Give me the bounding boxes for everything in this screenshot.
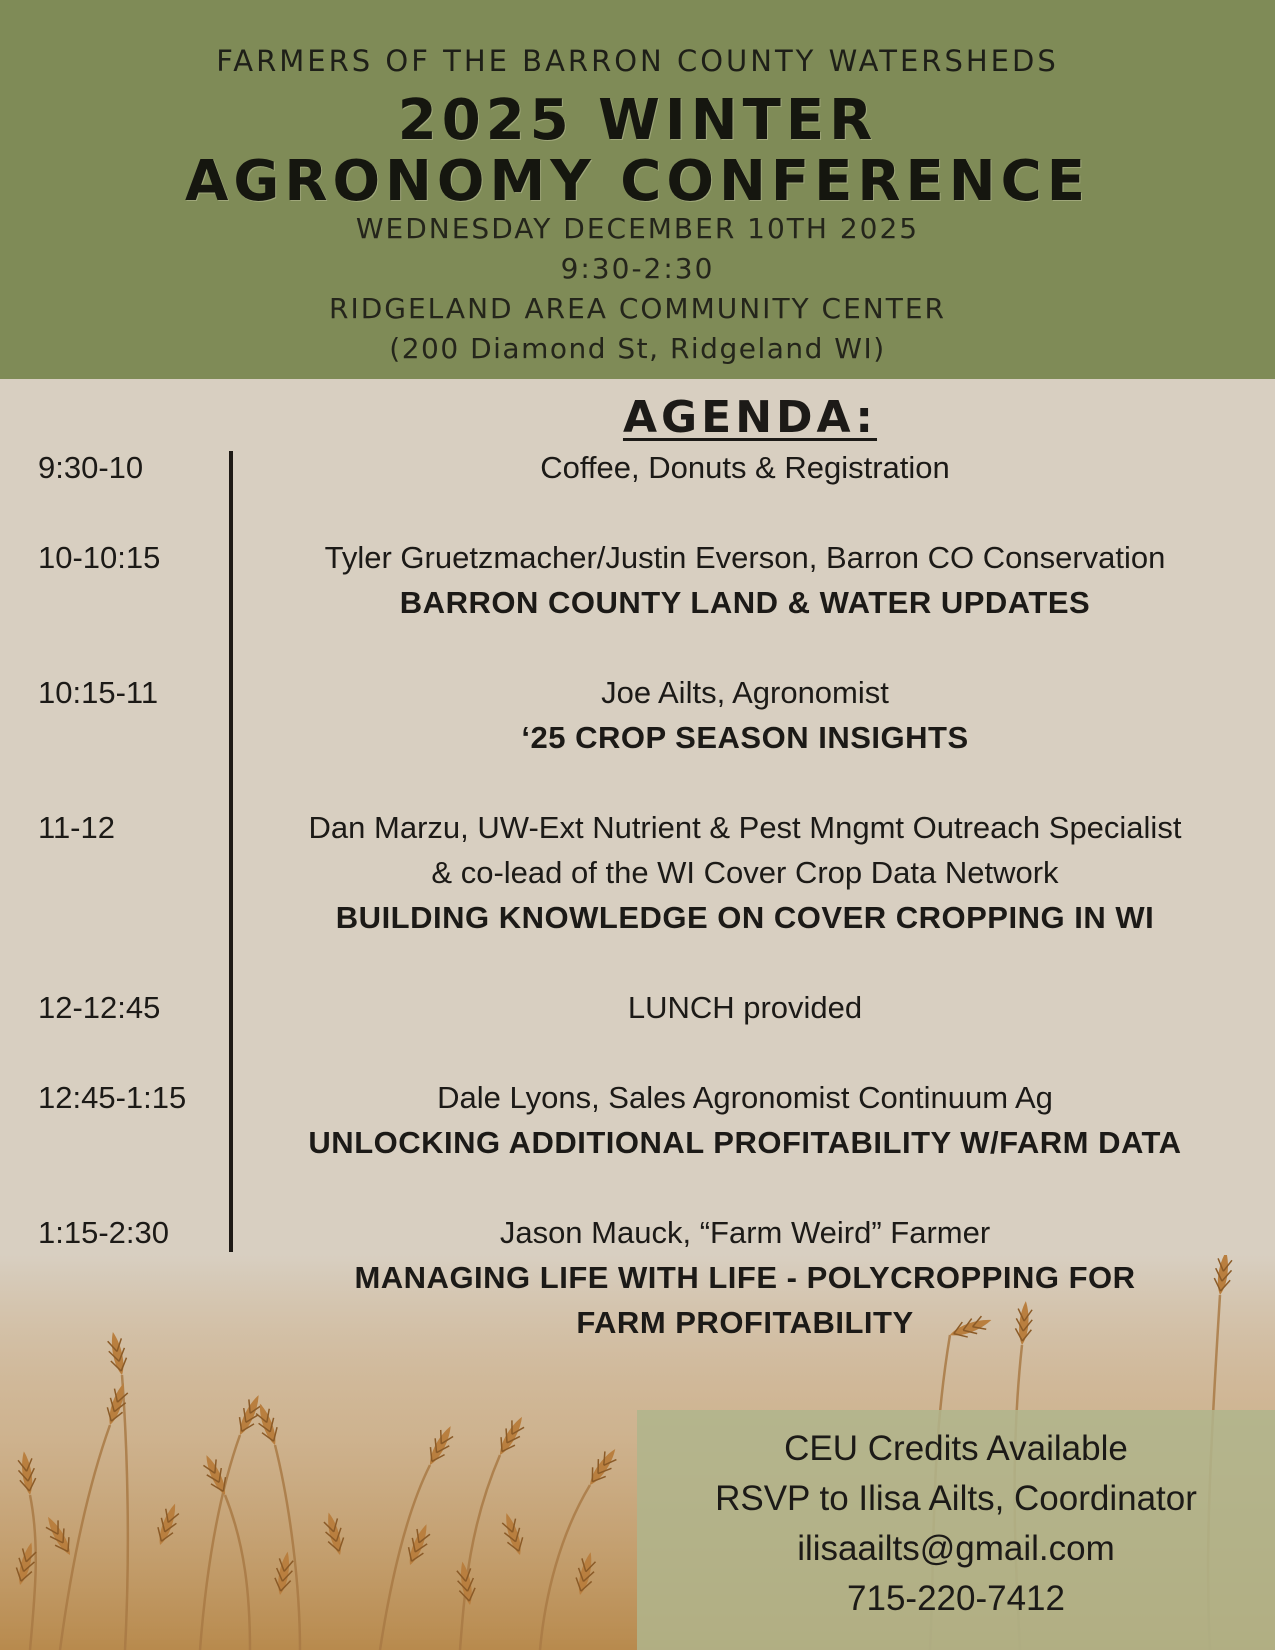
- agenda-time: 10:15-11: [38, 675, 159, 710]
- contact-box: [637, 1410, 1275, 1650]
- conference-title-line1: 2025 WINTER: [397, 88, 878, 153]
- agenda-speaker: Dan Marzu, UW-Ext Nutrient & Pest Mngmt Outreach Specialist: [308, 810, 1182, 845]
- agenda-speaker: Dale Lyons, Sales Agronomist Continuum Ag: [437, 1080, 1053, 1115]
- event-address: (200 Diamond St, Ridgeland WI): [389, 332, 886, 365]
- agenda-item: [245, 985, 1245, 1030]
- agenda-topic: BUILDING KNOWLEDGE ON COVER CROPPING IN WI: [335, 900, 1155, 935]
- agenda-speaker: LUNCH provided: [627, 990, 863, 1025]
- header-banner: [0, 0, 1275, 379]
- agenda-time: 12-12:45: [38, 990, 161, 1025]
- agenda-time: 9:30-10: [38, 450, 144, 485]
- timeline-divider: [229, 451, 233, 1252]
- agenda-item: [245, 1210, 1245, 1345]
- agenda-speaker: Coffee, Donuts & Registration: [540, 450, 950, 485]
- agenda-time: 12:45-1:15: [38, 1080, 187, 1115]
- agenda-speaker: Tyler Gruetzmacher/Justin Everson, Barron CO Conservation: [324, 540, 1166, 575]
- agenda-topic: ‘25 CROP SEASON INSIGHTS: [521, 720, 969, 755]
- ceu-credits-note: CEU Credits Available: [784, 1429, 1128, 1468]
- event-time: 9:30-2:30: [560, 252, 715, 285]
- agenda-speaker: Joe Ailts, Agronomist: [601, 675, 889, 710]
- contact-email[interactable]: ilisaailts@gmail.com: [797, 1529, 1115, 1568]
- organization-name: FARMERS OF THE BARRON COUNTY WATERSHEDS: [216, 44, 1059, 78]
- agenda-item: [245, 805, 1245, 940]
- agenda-topic: MANAGING LIFE WITH LIFE - POLYCROPPING FOR FARM PROFITABILITY: [354, 1260, 1136, 1340]
- agenda-item: [245, 535, 1245, 625]
- rsvp-coordinator: RSVP to Ilisa Ailts, Coordinator: [715, 1479, 1197, 1518]
- agenda-item: [245, 670, 1245, 760]
- agenda-item: [245, 445, 1245, 490]
- agenda-topic: UNLOCKING ADDITIONAL PROFITABILITY W/FARM DATA: [308, 1125, 1182, 1160]
- agenda-topic: BARRON COUNTY LAND & WATER UPDATES: [399, 585, 1091, 620]
- agenda-time: 11-12: [38, 810, 115, 845]
- agenda-time: 10-10:15: [38, 540, 161, 575]
- agenda-speaker: Jason Mauck, “Farm Weird” Farmer: [499, 1215, 991, 1250]
- event-date: WEDNESDAY DECEMBER 10TH 2025: [355, 212, 920, 245]
- contact-phone[interactable]: 715-220-7412: [847, 1579, 1065, 1618]
- conference-title-line2: AGRONOMY CONFERENCE: [185, 149, 1090, 214]
- event-venue: RIDGELAND AREA COMMUNITY CENTER: [329, 292, 946, 325]
- agenda-speaker-detail: & co-lead of the WI Cover Crop Data Network: [431, 855, 1059, 890]
- agenda-item: [245, 1075, 1245, 1165]
- agenda-time: 1:15-2:30: [38, 1215, 169, 1250]
- agenda-heading: AGENDA:: [622, 392, 878, 443]
